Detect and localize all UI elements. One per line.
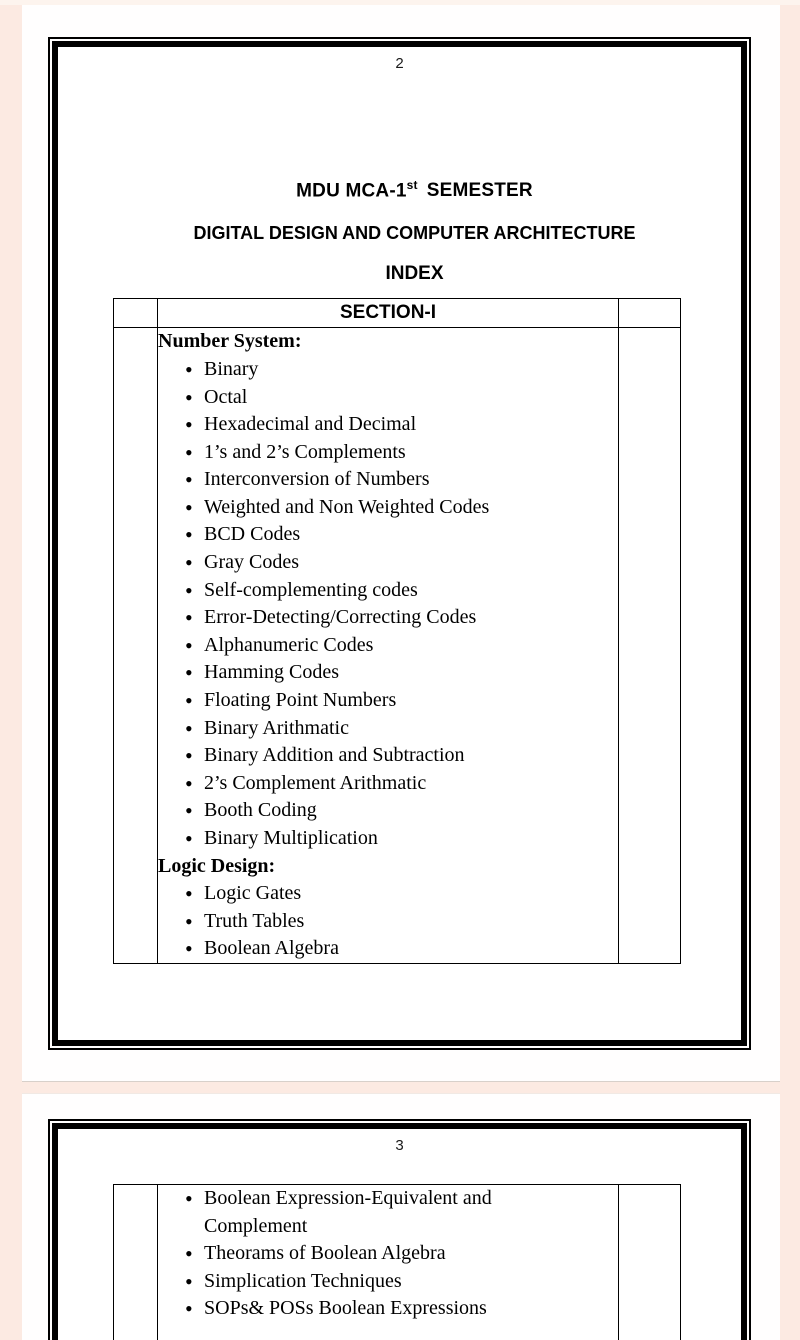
topic-item: • BCD Codes (204, 521, 618, 549)
topic-item: • Binary (204, 356, 618, 384)
doc-subtitle: DIGITAL DESIGN AND COMPUTER ARCHITECTURE (193, 223, 636, 244)
page-gap (0, 1082, 800, 1093)
topic-item: • Truth Tables (204, 908, 618, 936)
index-table-page-2 (113, 298, 681, 964)
topic-item: • Error-Detecting/Correcting Codes (204, 604, 618, 632)
body-cell-right-empty (619, 328, 681, 964)
section-header-cell: SECTION-I (158, 299, 619, 328)
topic-item: • Weighted and Non Weighted Codes (204, 494, 618, 522)
section-heading-logic-design: Logic Design: (158, 854, 276, 877)
document-page-2 (22, 5, 780, 1082)
header-cell-right-empty (619, 299, 681, 328)
doc-title (88, 173, 741, 203)
topic-item: • Theorams of Boolean Algebra (204, 1240, 576, 1268)
topic-item: • Simplication Techniques (204, 1268, 576, 1296)
table-body-row (114, 1185, 681, 1340)
section-header-row (114, 299, 681, 328)
table-body-row (114, 328, 681, 964)
topic-item: • Interconversion of Numbers (204, 466, 618, 494)
topic-item: • Floating Point Numbers (204, 687, 618, 715)
topic-item: • Boolean Expression-Equivalent and Complement (204, 1185, 576, 1240)
topic-list-number-system (158, 356, 618, 853)
index-content-cell (158, 1185, 619, 1340)
page-number-2: 2 (395, 55, 404, 72)
topic-item: • Alphanumeric Codes (204, 632, 618, 660)
topic-item: • SOPs& POSs Boolean Expressions (204, 1295, 576, 1323)
doc-title-pre: MDU MCA-1 (296, 180, 407, 202)
doc-title-post: SEMESTER (426, 180, 533, 202)
index-table-page-3 (113, 1184, 681, 1340)
body-cell-left-empty (114, 328, 158, 964)
topic-item: • Hexadecimal and Decimal (204, 411, 618, 439)
topic-item: • Booth Coding (204, 797, 618, 825)
index-content-cell (158, 328, 619, 964)
title-block (58, 173, 741, 286)
body-cell-left-empty (114, 1185, 158, 1340)
topic-item: • Hamming Codes (204, 659, 618, 687)
topic-list-logic-design (158, 880, 618, 963)
page-2-border-frame (52, 41, 747, 1046)
header-cell-left-empty (114, 299, 158, 328)
topic-item: • 2’s Complement Arithmatic (204, 770, 618, 798)
topic-item: • Binary Arithmatic (204, 715, 618, 743)
document-page-3 (22, 1093, 780, 1340)
topic-list-continued (158, 1185, 576, 1323)
page-3-border-frame (52, 1123, 747, 1340)
topic-item: • Boolean Algebra (204, 935, 618, 963)
topic-item: • Gray Codes (204, 549, 618, 577)
section-heading-number-system: Number System: (158, 330, 302, 353)
index-heading: INDEX (385, 263, 444, 285)
ordinal-superscript: st (406, 178, 418, 192)
page-number-3: 3 (395, 1137, 404, 1154)
body-cell-right-empty (619, 1185, 681, 1340)
topic-item: • Octal (204, 384, 618, 412)
topic-item: • Binary Addition and Subtraction (204, 742, 618, 770)
topic-item: • Logic Gates (204, 880, 618, 908)
topic-item: • Binary Multiplication (204, 825, 618, 853)
topic-item: • 1’s and 2’s Complements (204, 439, 618, 467)
topic-item: • Self-complementing codes (204, 577, 618, 605)
